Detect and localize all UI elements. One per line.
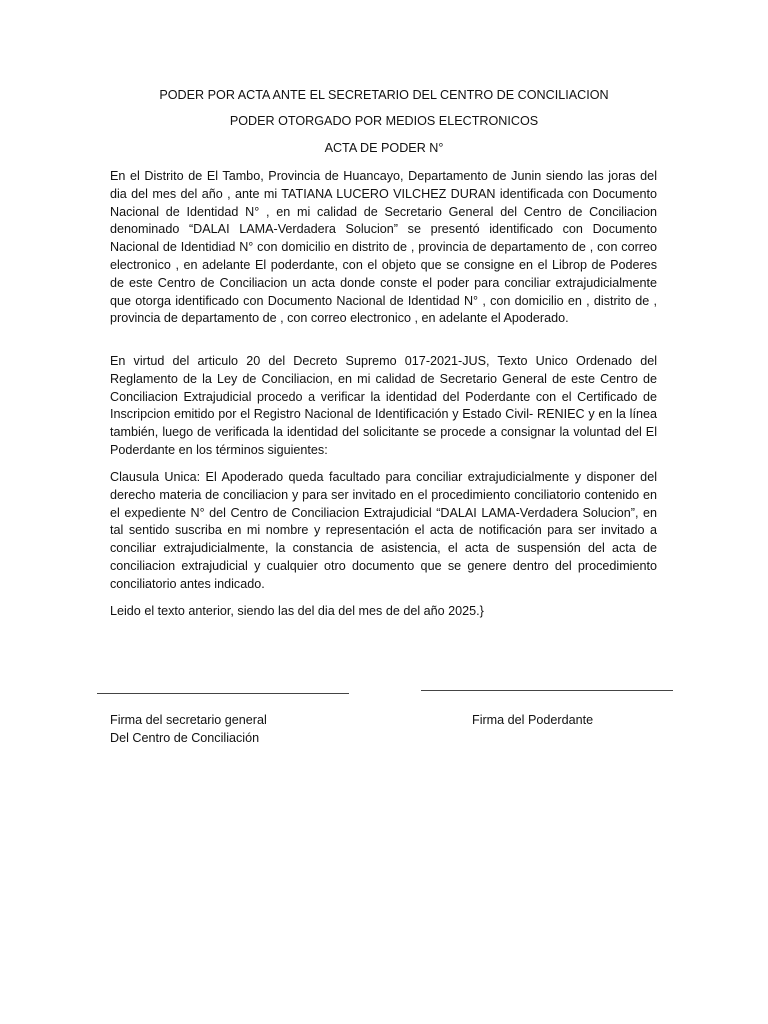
document-title-main: PODER POR ACTA ANTE EL SECRETARIO DEL CENTRO DE CONCILIACION bbox=[159, 88, 609, 102]
signature-line-secretary bbox=[97, 693, 349, 694]
signature-label-secretary-line-2: Del Centro de Conciliación bbox=[110, 730, 260, 745]
signature-label-secretary bbox=[110, 712, 267, 748]
signature-line-grantor bbox=[421, 690, 673, 691]
acta-number-heading: ACTA DE PODER N° bbox=[324, 141, 444, 155]
signature-label-secretary-line-1: Firma del secretario general bbox=[110, 713, 267, 727]
signature-label-grantor: Firma del Poderdante bbox=[472, 713, 594, 727]
paragraph-single-clause: Clausula Unica: El Apoderado queda facultado para conciliar extrajudicialmente y disponer del derecho materia de conciliacion y para ser invitado en el procedimiento conciliatorio contenido en el expediente N° del Centro de Conciliacion Extrajudicial “DALAI LAMA-Verdadera Solucion”, en tal sentido suscriba en mi nombre y representación el acta de notificación para ser invitado a conciliar extrajudicialmente, la constancia de asistencia, el acta de suspensión del acta de conciliacion extrajudicial y cualquier otro documento que se genere dentro del procedimiento conciliatorio antes indicado. bbox=[110, 470, 657, 591]
document-subtitle: PODER OTORGADO POR MEDIOS ELECTRONICOS bbox=[229, 114, 539, 128]
paragraph-introduction: En el Distrito de El Tambo, Provincia de Huancayo, Departamento de Junin siendo las joras del dia del mes del año , ante mi TATIANA LUCERO VILCHEZ DURAN identificada con Documento Nacional de Identidad N° , en mi calidad de Secretario General del Centro de Conciliacion denominado “DALAI LAMA-Verdadera Solucion” se presentó identificado con Documento Nacional de Identidiad N° con domicilio en distrito de , provincia de departamento de , con correo electronico , en adelante El poderdante, con el objeto que se consigne en el Librop de Poderes de este Centro de Conciliacion un acta donde conste el poder para conciliar extrajudicialmente que otorga identificado con Documento Nacional de Identidad N° , con domicilio en , distrito de , provincia de departamento de , con correo electronico , en adelante el Apoderado. bbox=[110, 169, 657, 326]
paragraph-closing: Leido el texto anterior, siendo las del dia del mes de del año 2025.} bbox=[110, 604, 484, 618]
paragraph-legal-basis: En virtud del articulo 20 del Decreto Supremo 017-2021-JUS, Texto Unico Ordenado del Reglamento de la Ley de Conciliacion, en mi calidad de Secretario General de este Centro de Conciliacion Extrajudicial procedo a verificar la identidad del Poderdante con el Certificado de Inscripcion emitido por el Registro Nacional de Identificación y Estado Civil- RENIEC y en la línea también, luego de verificada la identidad del solicitante se procede a consignar la voluntad del El Poderdante en los términos siguientes: bbox=[110, 354, 657, 457]
